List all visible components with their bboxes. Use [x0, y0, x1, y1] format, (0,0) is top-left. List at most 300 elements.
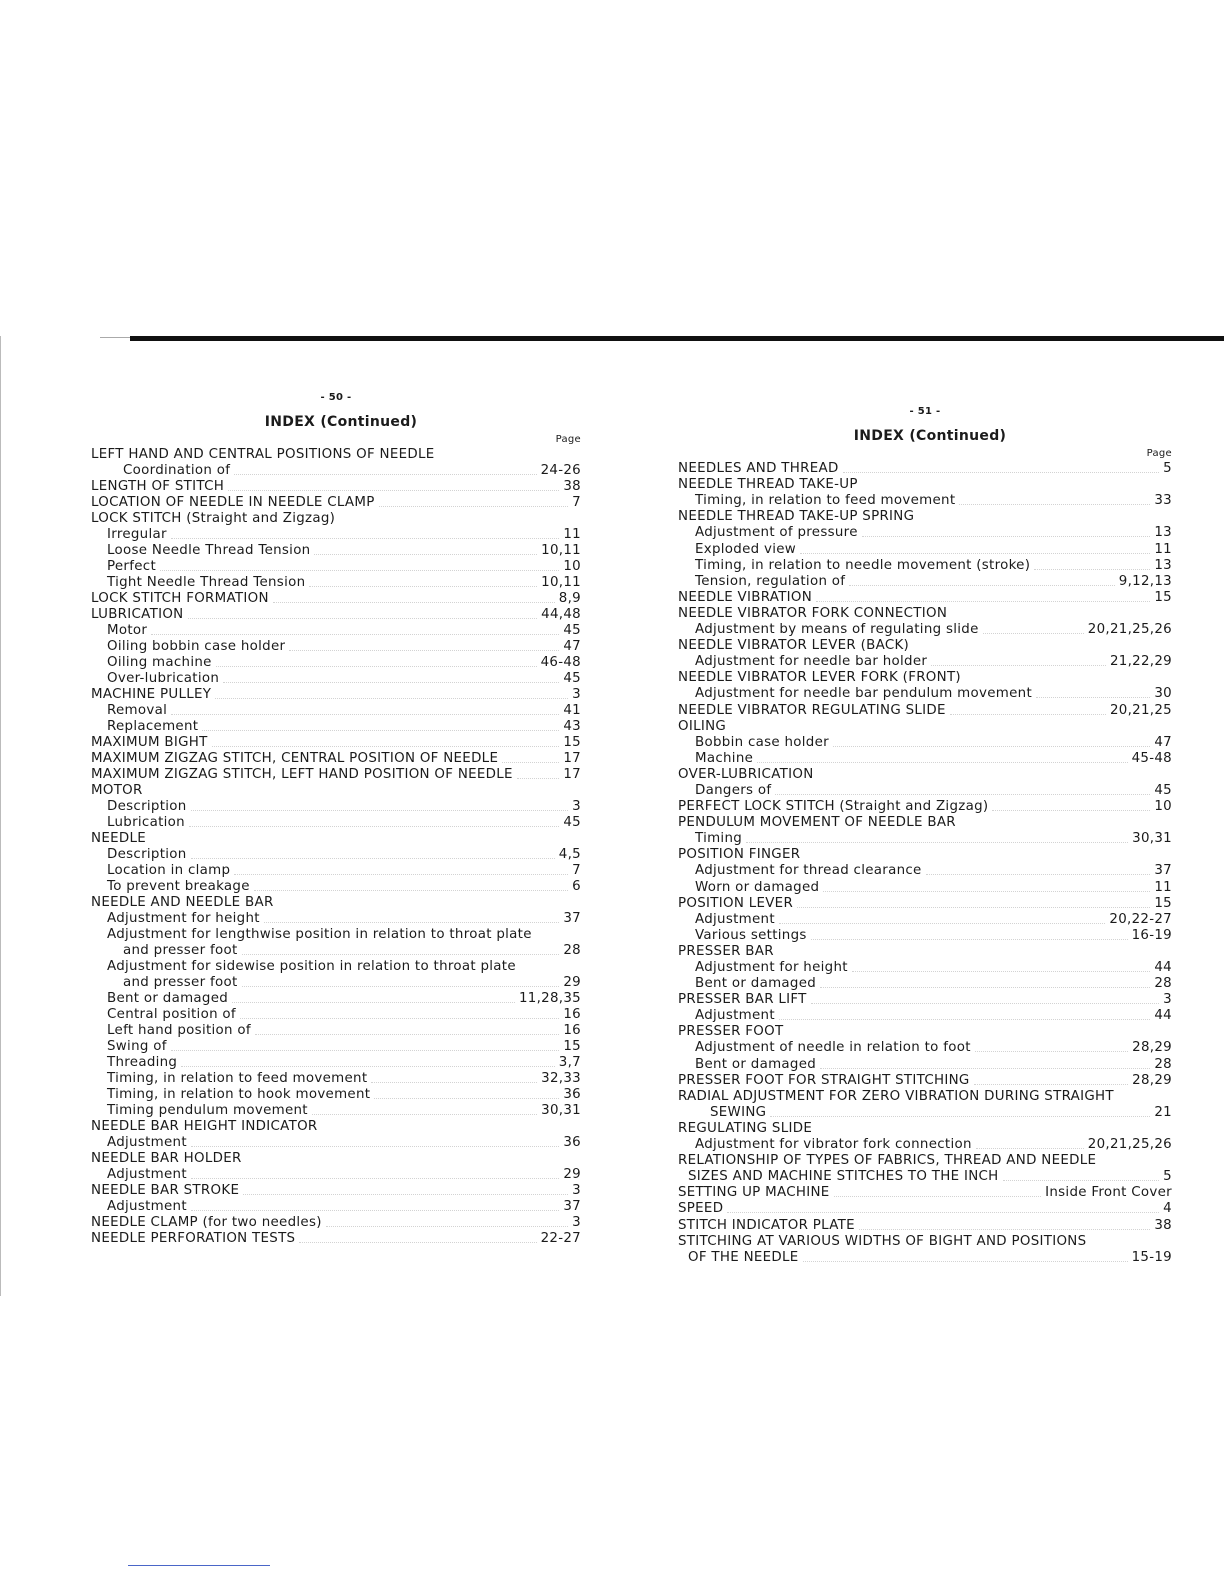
index-entry-page: 11	[1154, 879, 1172, 895]
index-entry-term: LOCATION OF NEEDLE IN NEEDLE CLAMP	[91, 495, 375, 510]
index-entry	[91, 911, 581, 927]
index-entry	[91, 751, 581, 767]
dot-leader	[757, 762, 1127, 763]
index-entry-term: Left hand position of	[107, 1023, 251, 1038]
index-entry	[678, 1024, 1172, 1040]
index-entry-term: Adjustment by means of regulating slide	[695, 622, 979, 638]
index-entry-term: Removal	[107, 703, 168, 718]
index-entry	[91, 591, 581, 607]
index-entry-term: Timing	[695, 831, 743, 847]
index-entry-term: Timing, in relation to feed movement	[107, 1071, 368, 1086]
index-entry	[678, 622, 1172, 638]
index-entry-page: 3	[572, 1215, 581, 1230]
index-entry-term: PENDULUM MOVEMENT OF NEEDLE BAR	[678, 815, 956, 831]
index-entry	[91, 991, 581, 1007]
index-entry	[678, 1250, 1172, 1266]
index-entry-term: LENGTH OF STITCH	[91, 479, 225, 494]
index-entry	[678, 702, 1172, 718]
dot-leader	[379, 506, 569, 507]
index-entry	[91, 655, 581, 671]
index-entry-term: PRESSER BAR LIFT	[678, 992, 807, 1008]
dot-leader	[254, 890, 568, 891]
index-entry-term: NEEDLE AND NEEDLE BAR	[91, 895, 274, 910]
index-entry	[678, 1201, 1172, 1217]
index-entry	[678, 719, 1172, 735]
index-entry	[91, 607, 581, 623]
index-entry-term: Various settings	[695, 927, 807, 943]
dot-leader	[181, 1066, 555, 1067]
index-entry-page: 11	[563, 527, 581, 542]
index-entry-page: 21	[1154, 1104, 1172, 1120]
index-entry	[91, 1199, 581, 1215]
index-entry	[91, 623, 581, 639]
index-entry-page: 3	[572, 687, 581, 702]
index-entry	[678, 493, 1172, 509]
index-entry-page: 37	[1154, 863, 1172, 879]
index-entry-page: 3	[572, 1183, 581, 1198]
index-entry-term: NEEDLE BAR HEIGHT INDICATOR	[91, 1119, 318, 1134]
dot-leader	[216, 666, 537, 667]
dot-leader	[800, 553, 1150, 554]
index-entry-term: NEEDLE VIBRATOR REGULATING SLIDE	[678, 702, 946, 718]
index-entry	[91, 1167, 581, 1183]
index-entry	[678, 992, 1172, 1008]
index-entry-term: MAXIMUM ZIGZAG STITCH, LEFT HAND POSITION OF NEEDLE	[91, 767, 513, 782]
index-entry-term: and presser foot	[123, 943, 238, 958]
index-page-50	[91, 392, 581, 1247]
index-entry-term: PRESSER FOOT FOR STRAIGHT STITCHING	[678, 1072, 970, 1088]
index-entry	[91, 1231, 581, 1247]
dot-leader	[746, 842, 1128, 843]
index-entry-page: 29	[563, 975, 581, 990]
index-entry-term: Worn or damaged	[695, 879, 820, 895]
index-entry-page: 20,21,25	[1109, 702, 1172, 718]
index-entry	[678, 783, 1172, 799]
index-entry	[678, 896, 1172, 912]
index-entry	[91, 1151, 581, 1167]
index-entry	[91, 687, 581, 703]
index-entry-term: Adjustment	[107, 1135, 187, 1150]
index-entry	[678, 654, 1172, 670]
index-entry-page: 7	[572, 495, 581, 510]
page-number: - 51 -	[909, 406, 941, 417]
index-entry-term: Replacement	[107, 719, 199, 734]
index-entry-term: To prevent breakage	[107, 879, 250, 894]
index-entry-term: POSITION FINGER	[678, 847, 801, 863]
index-entry	[91, 559, 581, 575]
index-entry-list	[678, 461, 1172, 1266]
index-entry-page: 45	[563, 623, 581, 638]
index-entry-term: RADIAL ADJUSTMENT FOR ZERO VIBRATION DURING STRAIGHT	[678, 1088, 1114, 1104]
index-entry-term: NEEDLE	[91, 831, 146, 846]
index-entry-term: Location in clamp	[107, 863, 231, 878]
index-entry	[678, 815, 1172, 831]
index-entry-term: Adjustment of pressure	[695, 525, 858, 541]
index-entry-term: Oiling machine	[107, 655, 212, 670]
dot-leader	[811, 1003, 1160, 1004]
index-entry-term: MOTOR	[91, 783, 143, 798]
dot-leader	[975, 1051, 1128, 1052]
index-entry-page: 13	[1154, 525, 1172, 541]
index-entry	[91, 943, 581, 959]
index-entry-term: STITCHING AT VARIOUS WIDTHS OF BIGHT AND POSITIONS	[678, 1233, 1087, 1249]
index-entry	[678, 1121, 1172, 1137]
index-entry-page: 28	[1154, 976, 1172, 992]
index-entry-term: Adjustment for lengthwise position in relation to throat plate	[107, 927, 532, 942]
index-entry	[678, 944, 1172, 960]
index-entry-page: 7	[572, 863, 581, 878]
dot-leader	[191, 810, 569, 811]
index-entry-page: 21,22,29	[1109, 654, 1172, 670]
index-entry	[91, 1039, 581, 1055]
index-entry-term: Adjustment for needle bar holder	[695, 654, 928, 670]
dot-leader	[223, 682, 559, 683]
top-rule	[130, 336, 1224, 341]
index-entry-term: Exploded view	[695, 541, 797, 557]
index-entry-term: Timing pendulum movement	[107, 1103, 308, 1118]
index-entry	[91, 895, 581, 911]
index-entry-page: 38	[563, 479, 581, 494]
index-entry-page: 45-48	[1131, 750, 1172, 766]
index-entry-page: 47	[1154, 734, 1172, 750]
index-entry	[678, 1008, 1172, 1024]
dot-leader	[992, 810, 1150, 811]
dot-leader	[833, 746, 1150, 747]
index-entry-page: 5	[1163, 1169, 1172, 1185]
index-entry-term: Timing, in relation to needle movement (stroke)	[695, 557, 1031, 573]
dot-leader	[820, 1068, 1150, 1069]
index-entry	[91, 1071, 581, 1087]
dot-leader	[727, 1212, 1159, 1213]
index-entry-term: Swing of	[107, 1039, 167, 1054]
index-entry-page: 41	[563, 703, 581, 718]
index-entry-term: NEEDLE BAR STROKE	[91, 1183, 240, 1198]
index-entry-page: 8,9	[558, 591, 581, 606]
index-entry	[91, 1087, 581, 1103]
dot-leader	[234, 474, 536, 475]
index-entry-term: PRESSER BAR	[678, 943, 774, 959]
index-entry-page: 28,29	[1132, 1040, 1172, 1056]
index-entry-page: 36	[563, 1087, 581, 1102]
index-entry-page: 15	[1154, 895, 1172, 911]
index-entry-page: 10	[1154, 799, 1172, 815]
index-entry-term: NEEDLE CLAMP (for two needles)	[91, 1215, 322, 1230]
index-entry	[91, 639, 581, 655]
index-entry	[678, 638, 1172, 654]
index-entry-page: 17	[563, 767, 581, 782]
index-entry-term: NEEDLE THREAD TAKE-UP	[678, 477, 858, 493]
index-entry-page: 16	[563, 1007, 581, 1022]
index-entry-page: 36	[563, 1135, 581, 1150]
index-entry-term: Bobbin case holder	[695, 734, 829, 750]
index-entry-term: Threading	[107, 1055, 178, 1070]
dot-leader	[859, 1229, 1150, 1230]
index-entry	[678, 960, 1172, 976]
index-entry-term: Bent or damaged	[695, 1056, 817, 1072]
index-entry	[678, 831, 1172, 847]
dot-leader	[191, 1210, 559, 1211]
index-entry	[91, 719, 581, 735]
dot-leader	[779, 1019, 1150, 1020]
index-entry-term: Adjustment for thread clearance	[695, 863, 922, 879]
index-entry	[91, 1119, 581, 1135]
index-entry-page: 5	[1163, 461, 1172, 477]
index-entry-term: NEEDLE VIBRATION	[678, 589, 813, 605]
index-entry-page: 3	[1163, 992, 1172, 1008]
index-entry	[678, 558, 1172, 574]
index-entry-term: Adjustment for height	[695, 960, 848, 975]
index-entry-term: Tension, regulation of	[695, 573, 846, 589]
index-entry-page: 28	[563, 943, 581, 958]
dot-leader	[234, 874, 568, 875]
index-entry	[91, 847, 581, 863]
index-entry	[91, 463, 581, 479]
index-entry-term: Adjustment of needle in relation to foot	[695, 1040, 971, 1056]
index-entry-page: 32,33	[541, 1071, 581, 1086]
index-entry-term: LOCK STITCH (Straight and Zigzag)	[91, 511, 336, 526]
index-entry-page: 10,11	[541, 543, 581, 558]
index-entry	[678, 912, 1172, 928]
dot-leader	[191, 858, 555, 859]
index-entry-page: 30,31	[1132, 831, 1172, 847]
page-column-label: Page	[555, 434, 581, 445]
index-entry-term: SIZES AND MACHINE STITCHES TO THE INCH	[688, 1169, 999, 1185]
index-entry-term: STITCH INDICATOR PLATE	[678, 1217, 855, 1233]
index-entry-term: NEEDLES AND THREAD	[678, 461, 839, 477]
index-entry-term: Description	[107, 799, 187, 814]
index-entry-page: 9,12,13	[1118, 573, 1172, 589]
index-entry	[678, 1040, 1172, 1056]
dot-leader	[1036, 697, 1150, 698]
index-entry-term: LOCK STITCH FORMATION	[91, 591, 269, 606]
index-entry	[91, 767, 581, 783]
index-entry-term: Bent or damaged	[695, 976, 817, 992]
dot-leader	[326, 1226, 568, 1227]
index-entry-page: 45	[563, 815, 581, 830]
index-entry-term: OVER-LUBRICATION	[678, 766, 814, 782]
index-entry-term: Perfect	[107, 559, 157, 574]
index-entry-page: 10	[563, 559, 581, 574]
index-entry	[678, 1169, 1172, 1185]
index-entry-term: NEEDLE PERFORATION TESTS	[91, 1231, 296, 1246]
dot-leader	[852, 971, 1151, 972]
index-entry	[91, 1183, 581, 1199]
dot-leader	[816, 601, 1150, 602]
index-entry	[678, 1217, 1172, 1233]
dot-leader	[974, 1084, 1129, 1085]
dot-leader	[950, 714, 1106, 715]
page-column-label: Page	[1146, 448, 1172, 459]
index-entry-term: Over-lubrication	[107, 671, 220, 686]
page-number: - 50 -	[320, 392, 352, 403]
index-entry-page: 4,5	[558, 847, 581, 862]
dot-leader	[779, 923, 1106, 924]
index-entry	[678, 606, 1172, 622]
left-edge-rule	[0, 336, 1, 1296]
dot-leader	[823, 891, 1150, 892]
index-entry	[678, 686, 1172, 702]
index-entry-term: NEEDLE VIBRATOR LEVER (BACK)	[678, 638, 910, 654]
index-entry-page: 45	[563, 671, 581, 686]
dot-leader	[242, 954, 560, 955]
index-entry-term: Adjustment	[695, 1008, 775, 1024]
dot-leader	[797, 907, 1150, 908]
index-entry-term: LEFT HAND AND CENTRAL POSITIONS OF NEEDLE	[91, 447, 435, 462]
index-entry	[678, 1185, 1172, 1201]
index-entry	[91, 815, 581, 831]
index-entry	[91, 575, 581, 591]
index-entry-page: 43	[563, 719, 581, 734]
index-entry-term: Timing, in relation to hook movement	[107, 1087, 371, 1102]
index-entry-page: 20,22-27	[1109, 911, 1172, 927]
index-entry-page: 20,21,25,26	[1087, 1137, 1172, 1153]
index-entry-page: 17	[563, 751, 581, 766]
index-entry-term: Lubrication	[107, 815, 185, 830]
dot-leader	[371, 1082, 537, 1083]
index-page-51	[678, 406, 1172, 1266]
index-entry	[678, 1137, 1172, 1153]
index-entry	[91, 927, 581, 943]
index-entry	[678, 670, 1172, 686]
index-entry	[678, 847, 1172, 863]
index-entry	[678, 1153, 1172, 1169]
index-entry	[678, 525, 1172, 541]
index-entry-term: Motor	[107, 623, 148, 638]
dot-leader	[215, 698, 568, 699]
index-entry-page: 44	[1154, 1008, 1172, 1024]
index-entry-term: Adjustment for vibrator fork connection	[695, 1137, 972, 1153]
index-entry-term: Adjustment	[107, 1199, 187, 1214]
index-entry-term: Adjustment for height	[107, 911, 260, 926]
index-entry	[678, 1073, 1172, 1089]
index-entry	[91, 447, 581, 463]
index-entry-term: Machine	[695, 750, 754, 766]
index-entry	[678, 1089, 1172, 1105]
dot-leader	[240, 1018, 559, 1019]
index-entry	[91, 703, 581, 719]
index-entry-page: 44,48	[541, 607, 581, 622]
index-entry-term: RELATIONSHIP OF TYPES OF FABRICS, THREAD AND NEEDLE	[678, 1153, 1097, 1169]
dot-leader	[931, 665, 1106, 666]
dot-leader	[983, 633, 1084, 634]
dot-leader	[820, 987, 1150, 988]
index-entry-term: Bent or damaged	[107, 991, 229, 1006]
page-heading: INDEX (Continued)	[853, 428, 1007, 444]
dot-leader	[299, 1242, 536, 1243]
index-entry-term: MACHINE PULLEY	[91, 687, 212, 702]
index-entry	[91, 1023, 581, 1039]
dot-leader	[273, 602, 555, 603]
index-entry-page: 3	[572, 799, 581, 814]
index-entry	[678, 751, 1172, 767]
dot-leader	[160, 570, 559, 571]
index-entry	[678, 1056, 1172, 1072]
index-entry-page: 15	[563, 1039, 581, 1054]
dot-leader	[188, 618, 538, 619]
index-entry-page: 37	[563, 911, 581, 926]
index-entry-term: LUBRICATION	[91, 607, 184, 622]
index-entry-page: 4	[1163, 1201, 1172, 1217]
index-entry	[678, 1105, 1172, 1121]
dot-leader	[517, 778, 560, 779]
dot-leader	[775, 794, 1150, 795]
index-entry-page: 46-48	[540, 655, 581, 670]
index-entry-page: 47	[563, 639, 581, 654]
dot-leader	[309, 586, 537, 587]
index-entry-page: 11	[1154, 541, 1172, 557]
index-entry-page: 30	[1154, 686, 1172, 702]
index-entry	[678, 767, 1172, 783]
index-entry	[91, 671, 581, 687]
dot-leader	[212, 746, 560, 747]
bottom-link-underline	[128, 1565, 270, 1566]
dot-leader	[312, 1114, 537, 1115]
index-entry-page: 28	[1154, 1056, 1172, 1072]
index-entry	[91, 1055, 581, 1071]
index-entry-term: SEWING	[710, 1104, 767, 1120]
index-entry	[678, 541, 1172, 557]
dot-leader	[151, 634, 559, 635]
dot-leader	[243, 1194, 568, 1195]
index-entry-term: REGULATING SLIDE	[678, 1120, 813, 1136]
index-entry-page: 20,21,25,26	[1087, 622, 1172, 638]
index-entry	[678, 477, 1172, 493]
index-entry	[678, 574, 1172, 590]
dot-leader	[228, 490, 559, 491]
index-entry	[678, 461, 1172, 477]
index-entry-term: SPEED	[678, 1201, 724, 1217]
dot-leader	[189, 826, 559, 827]
index-entry-term: Adjustment for sidewise position in relation to throat plate	[107, 959, 516, 974]
index-entry-term: Dangers of	[695, 782, 772, 798]
index-entry-term: NEEDLE THREAD TAKE-UP SPRING	[678, 509, 915, 525]
index-entry	[678, 509, 1172, 525]
index-entry-term: OILING	[678, 718, 727, 734]
dot-leader	[862, 536, 1151, 537]
index-entry-term: OF THE NEEDLE	[688, 1249, 799, 1265]
dot-leader	[834, 1196, 1042, 1197]
index-entry	[91, 879, 581, 895]
index-entry-term: Coordination of	[123, 463, 231, 478]
dot-leader	[811, 939, 1128, 940]
index-entry-term: NEEDLE VIBRATOR FORK CONNECTION	[678, 605, 948, 621]
index-entry-page: 28,29	[1132, 1072, 1172, 1088]
index-entry-page: 3,7	[558, 1055, 581, 1070]
index-entry	[91, 479, 581, 495]
index-entry	[678, 928, 1172, 944]
index-entry	[91, 527, 581, 543]
index-entry-list	[91, 447, 581, 1247]
index-entry-term: Irregular	[107, 527, 167, 542]
index-entry-page: 45	[1154, 782, 1172, 798]
index-entry-term: Central position of	[107, 1007, 236, 1022]
index-entry-term: MAXIMUM ZIGZAG STITCH, CENTRAL POSITION OF NEEDLE	[91, 751, 499, 766]
dot-leader	[255, 1034, 559, 1035]
index-entry-page: 13	[1154, 557, 1172, 573]
index-entry-page: 38	[1154, 1217, 1172, 1233]
index-entry-term: Adjustment for needle bar pendulum movement	[695, 686, 1032, 702]
index-entry-page: 15-19	[1131, 1249, 1172, 1265]
index-entry	[678, 735, 1172, 751]
index-entry-page: 33	[1154, 493, 1172, 509]
index-entry-term: Adjustment	[107, 1167, 187, 1182]
dot-leader	[374, 1098, 559, 1099]
dot-leader	[202, 730, 559, 731]
index-entry-term: Tight Needle Thread Tension	[107, 575, 306, 590]
index-entry-term: POSITION LEVER	[678, 895, 794, 911]
page-heading: INDEX (Continued)	[264, 414, 418, 430]
index-entry-page: 37	[563, 1199, 581, 1214]
